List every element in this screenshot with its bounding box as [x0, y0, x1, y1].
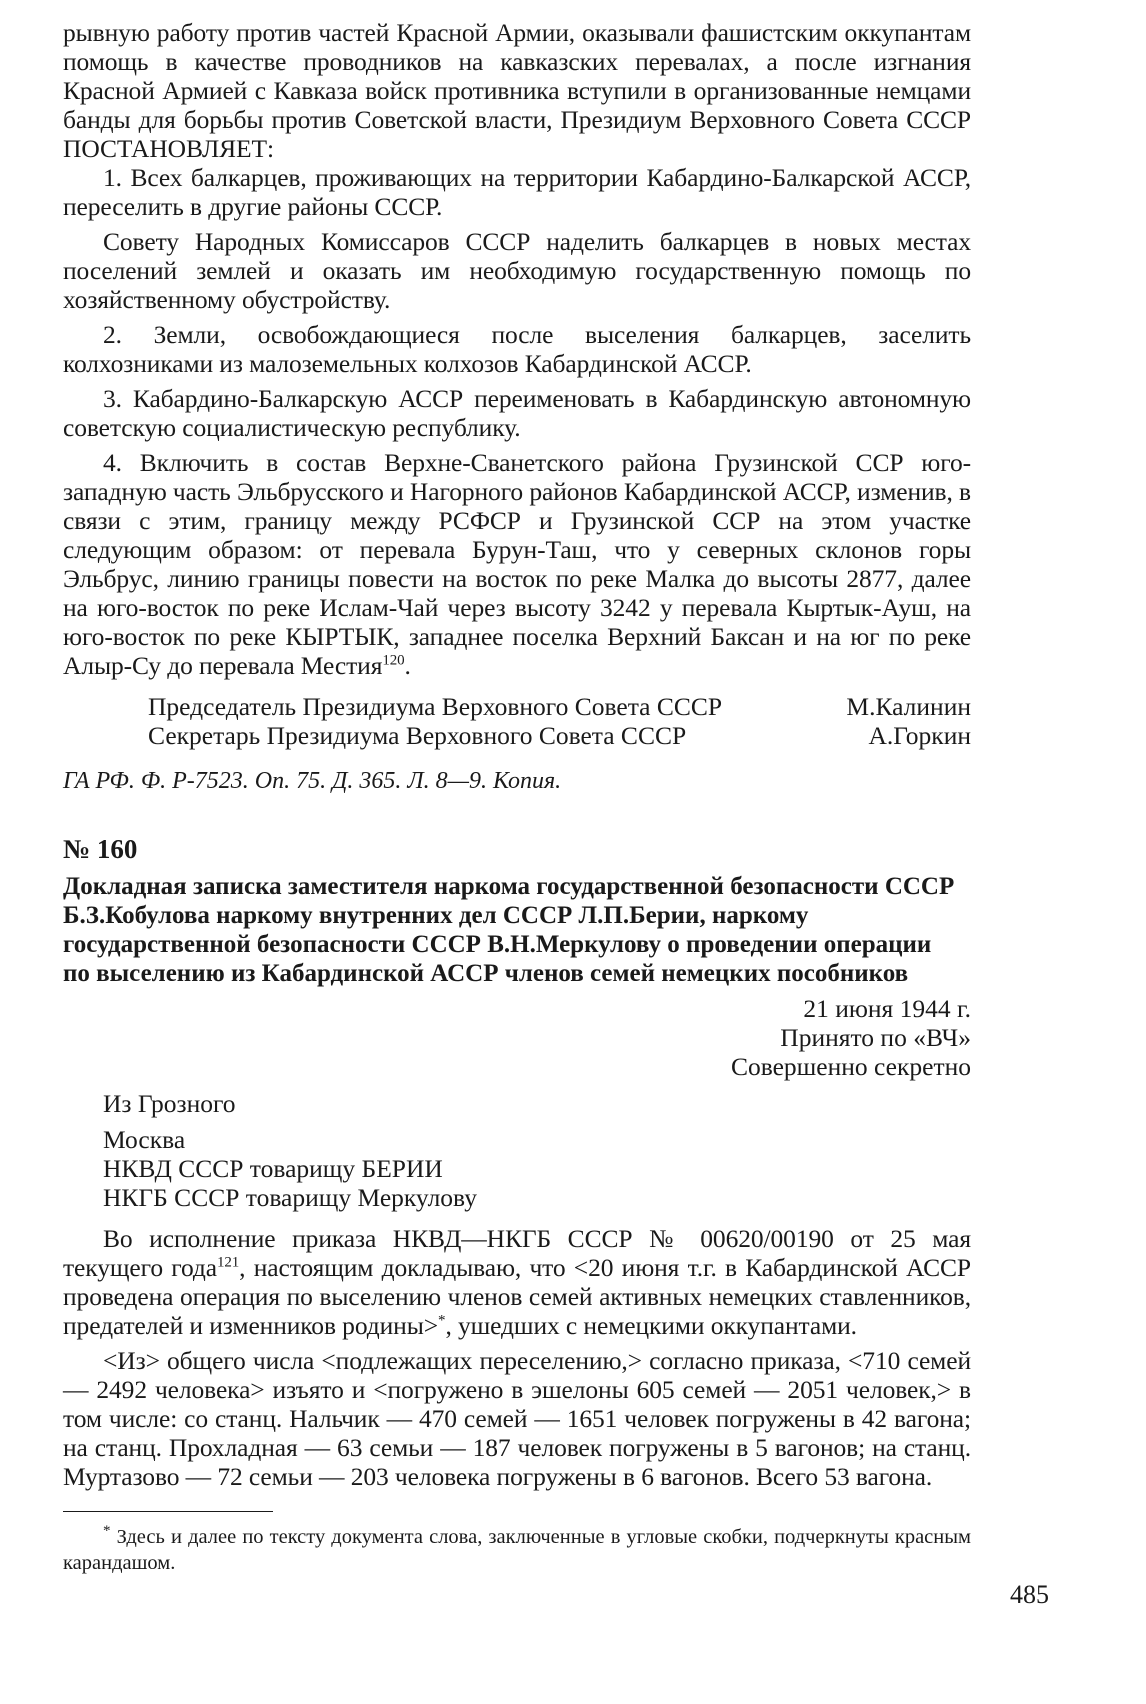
footnote — [63, 1524, 971, 1576]
signature-name: А.Горкин — [868, 721, 971, 750]
footnote-ref-120: 120 — [382, 652, 405, 669]
decree-item-1-sub: Совету Народных Комиссаров СССР наделить балкарцев в новых местах поселений землей и оказать им необходимую государственную помощь по хозяйственному обустройству. — [63, 227, 971, 314]
report-paragraph-1-text: , настоящим докладываю, что <20 июня т.г. в Кабардинской АССР проведена операция по выселению членов семей активных немецких ставленников, предателей и изменников родины> — [63, 1253, 971, 1340]
address-to-line: Москва — [103, 1125, 186, 1154]
address-to-line: НКГБ СССР товарищу Меркулову — [103, 1183, 477, 1212]
signature-row — [63, 692, 971, 721]
report-paragraph-1-text: Во исполнение приказа НКВД—НКГБ СССР № 00620/00190 от 25 мая текущего года — [63, 1224, 971, 1282]
decree-item-1: 1. Всех балкарцев, проживающих на территории Кабардино-Балкарской АССР, переселить в другие районы СССР. — [63, 163, 971, 221]
document-classification: Совершенно секретно — [730, 1052, 971, 1081]
signature-row — [63, 721, 971, 750]
footnote-ref-121: 121 — [216, 1254, 240, 1271]
document-number: № 160 — [63, 834, 138, 864]
document-date: 21 июня 1944 г. — [803, 994, 971, 1023]
address-from: Из Грозного — [103, 1089, 236, 1118]
decree-item-3: 3. Кабардино-Балкарскую АССР переименовать в Кабардинскую автономную советскую социалистическую республику. — [63, 384, 971, 442]
document-title: Докладная записка заместителя наркома государственной безопасности СССР Б.З.Кобулова наркому внутренних дел СССР Л.П.Берии, наркому государственной безопасности СССР В.Н.Меркулову о проведении операции по выселению из Кабардинской АССР членов семей немецких пособников — [63, 873, 955, 987]
decree-item-4 — [63, 448, 971, 680]
footnote-ref-star: * — [438, 1312, 446, 1329]
document-received: Принято по «ВЧ» — [780, 1023, 971, 1052]
decree-item-4-text: 4. Включить в состав Верхне-Сванетского района Грузинской ССР юго-западную часть Эльбрусского и Нагорного районов Кабардинской АССР, изменив, в связи с этим, границу между РСФСР и Грузинской ССР на этом участке следующим образом: от перевала Бурун-Таш, что у северных склонов горы Эльбрус, линию границы повести на восток по реке Малка до высоты 2877, далее на юго-восток по реке Ислам-Чай через высоту 3242 у перевала Кыртык-Ауш, на юго-восток по реке КЫРТЫК, западнее поселка Верхний Баксан и на юг по реке Алыр-Су до перевала Местия — [63, 448, 971, 680]
page-number: 485 — [1010, 1580, 1049, 1609]
report-paragraph-1 — [63, 1224, 971, 1340]
footnote-divider — [63, 1511, 273, 1512]
address-to-line: НКВД СССР товарищу БЕРИИ — [103, 1154, 443, 1183]
document-meta — [63, 994, 971, 1081]
decree-item-2: 2. Земли, освобождающиеся после выселения балкарцев, заселить колхозниками из малоземельных колхозов Кабардинской АССР. — [63, 320, 971, 378]
decree-item-4-end: . — [404, 651, 411, 680]
archive-reference: ГА РФ. Ф. Р-7523. Оп. 75. Д. 365. Л. 8—9. Копия. — [63, 768, 562, 794]
report-paragraph-1-text: , ушедших с немецкими оккупантами. — [445, 1311, 857, 1340]
report-paragraph-2: <Из> общего числа <подлежащих переселению,> согласно приказа, <710 семей — 2492 человека> изъято и <погружено в эшелоны 605 семей — 2051 человек,> в том числе: со станц. Нальчик — 470 семей — 1651 человек погружены в 42 вагона; на станц. Прохладная — 63 семьи — 187 человек погружены в 5 вагонов; на станц. Муртазово — 72 семьи — 203 человека погружены в 6 вагонов. Всего 53 вагона. — [63, 1346, 971, 1491]
signature-name: М.Калинин — [846, 692, 971, 721]
signature-block — [63, 692, 971, 750]
footnote-text: Здесь и далее по тексту документа слова, заключенные в угловые скобки, подчеркнуты красным карандашом. — [63, 1526, 971, 1574]
footnote-marker: * — [103, 1523, 111, 1540]
decree-continuation: рывную работу против частей Красной Армии, оказывали фашистским оккупантам помощь в качестве проводников на кавказских перевалах, а после изгнания Красной Армией с Кавказа войск противника вступили в организованные немцами банды для борьбы против Советской власти, Президиум Верховного Совета СССР ПОСТАНОВЛЯЕТ: — [63, 18, 971, 163]
page-content — [63, 18, 971, 1576]
signature-title: Председатель Президиума Верховного Совета СССР — [148, 692, 723, 721]
signature-title: Секретарь Президиума Верховного Совета СССР — [148, 721, 687, 750]
address-block — [63, 1089, 971, 1212]
